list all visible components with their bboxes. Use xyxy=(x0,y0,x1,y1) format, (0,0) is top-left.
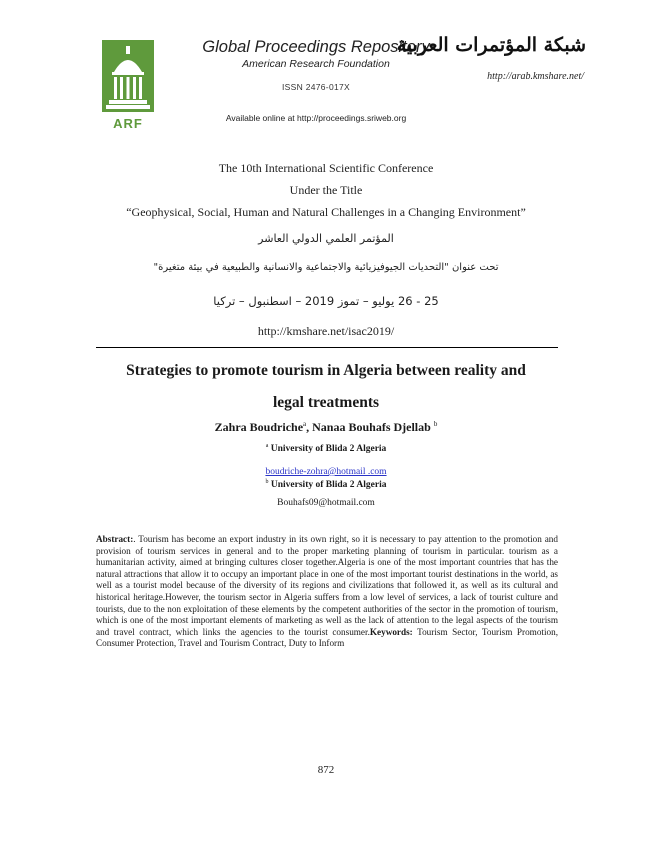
affiliation-text: University of Blida 2 Algeria xyxy=(270,480,387,491)
conference-edition-arabic: المؤتمر العلمي الدولي العاشر xyxy=(258,232,394,245)
arabic-site-link[interactable]: http://arab.kmshare.net/ xyxy=(487,71,584,82)
header-divider xyxy=(96,347,558,348)
abstract-label: Abstract: xyxy=(96,534,134,544)
author-affiliation-marker: a xyxy=(303,420,307,428)
author-name: Zahra Boudriche xyxy=(214,420,304,434)
affiliation-marker: a xyxy=(265,443,269,449)
keywords-label: Keywords: xyxy=(369,626,413,637)
affiliation-b xyxy=(60,479,592,490)
author-list xyxy=(60,420,592,435)
conference-under-title: Under the Title xyxy=(289,183,363,197)
paper-title-line-1: Strategies to promote tourism in Algeria between reality and xyxy=(126,362,526,379)
repository-title: Global Proceedings Repository xyxy=(202,38,430,56)
abstract xyxy=(96,534,558,650)
author-affiliation-marker: b xyxy=(433,420,438,428)
affiliation-marker: b xyxy=(265,479,269,485)
abstract-text: . Tourism has become an export industry in its own right, so it is necessary to pay attention to the promotion and provision of tourism services in general and to the proper marketing planning of tourism in particular. tourism as a humanitarian activity, aimed at bringing cultures closer together.Algeria is one of the most important countries that has the natural attractions that allow it to occupy an important place in one of the most important tourist destinations in the world, as well as a tourist model because of the diversity of its regions and civilizations that followed it, as well as its cultural and historical heritage.However, the tourism sector in Algeria suffers from a low level of services, a lack of tourist culture and tourists, due to the non exploitation of these elements by the competent authorities of the sector in the promotion of tourism, which is one of the most important elements of marketing as well as the lack of attention to the legal aspects of the tourism and travel contract, which links the agencies to the tourist consumer. xyxy=(96,534,558,637)
paper-title-line-2: legal treatments xyxy=(272,394,380,411)
page-number: 872 xyxy=(317,764,335,776)
email-a-wrap xyxy=(60,461,592,479)
conference-theme: “Geophysical, Social, Human and Natural Challenges in a Changing Environment” xyxy=(126,205,526,219)
arabic-brand: شبكة المؤتمرات العربية xyxy=(396,34,586,56)
keywords-text: Tourism Sector, Tourism Promotion, Consumer Protection, Travel and Tourism Contract, Duty to Inform xyxy=(96,626,558,649)
paper-title xyxy=(80,355,572,419)
conference-url[interactable]: http://kmshare.net/isac2019/ xyxy=(257,324,395,338)
issn: ISSN 2476-017X xyxy=(282,82,350,92)
conference-edition: The 10th International Scientific Conference xyxy=(218,161,434,175)
author-email: Bouhafs09@hotmail.com xyxy=(277,498,375,508)
conference-theme-arabic: تحت عنوان "التحديات الجيوفيزيائية والاجتماعية والانسانية والطبيعية في بيئة متغيرة" xyxy=(153,262,499,273)
repository-subtitle: American Research Foundation xyxy=(242,58,390,70)
affiliation-a xyxy=(60,443,592,454)
author-email-link[interactable]: boudriche-zohra@hotmail .com xyxy=(265,467,387,477)
author-name: Nanaa Bouhafs Djellab xyxy=(312,420,431,434)
available-online-link[interactable]: Available online at http://proceedings.sriweb.org xyxy=(225,113,407,123)
conference-dates-arabic: 25 - 26 يوليو – تموز 2019 – اسطنبول – تركيا xyxy=(213,294,439,308)
author-separator: , xyxy=(306,420,313,434)
affiliation-text: University of Blida 2 Algeria xyxy=(270,444,387,455)
logo-wordmark: ARF xyxy=(113,116,143,131)
arf-logo xyxy=(100,38,156,134)
